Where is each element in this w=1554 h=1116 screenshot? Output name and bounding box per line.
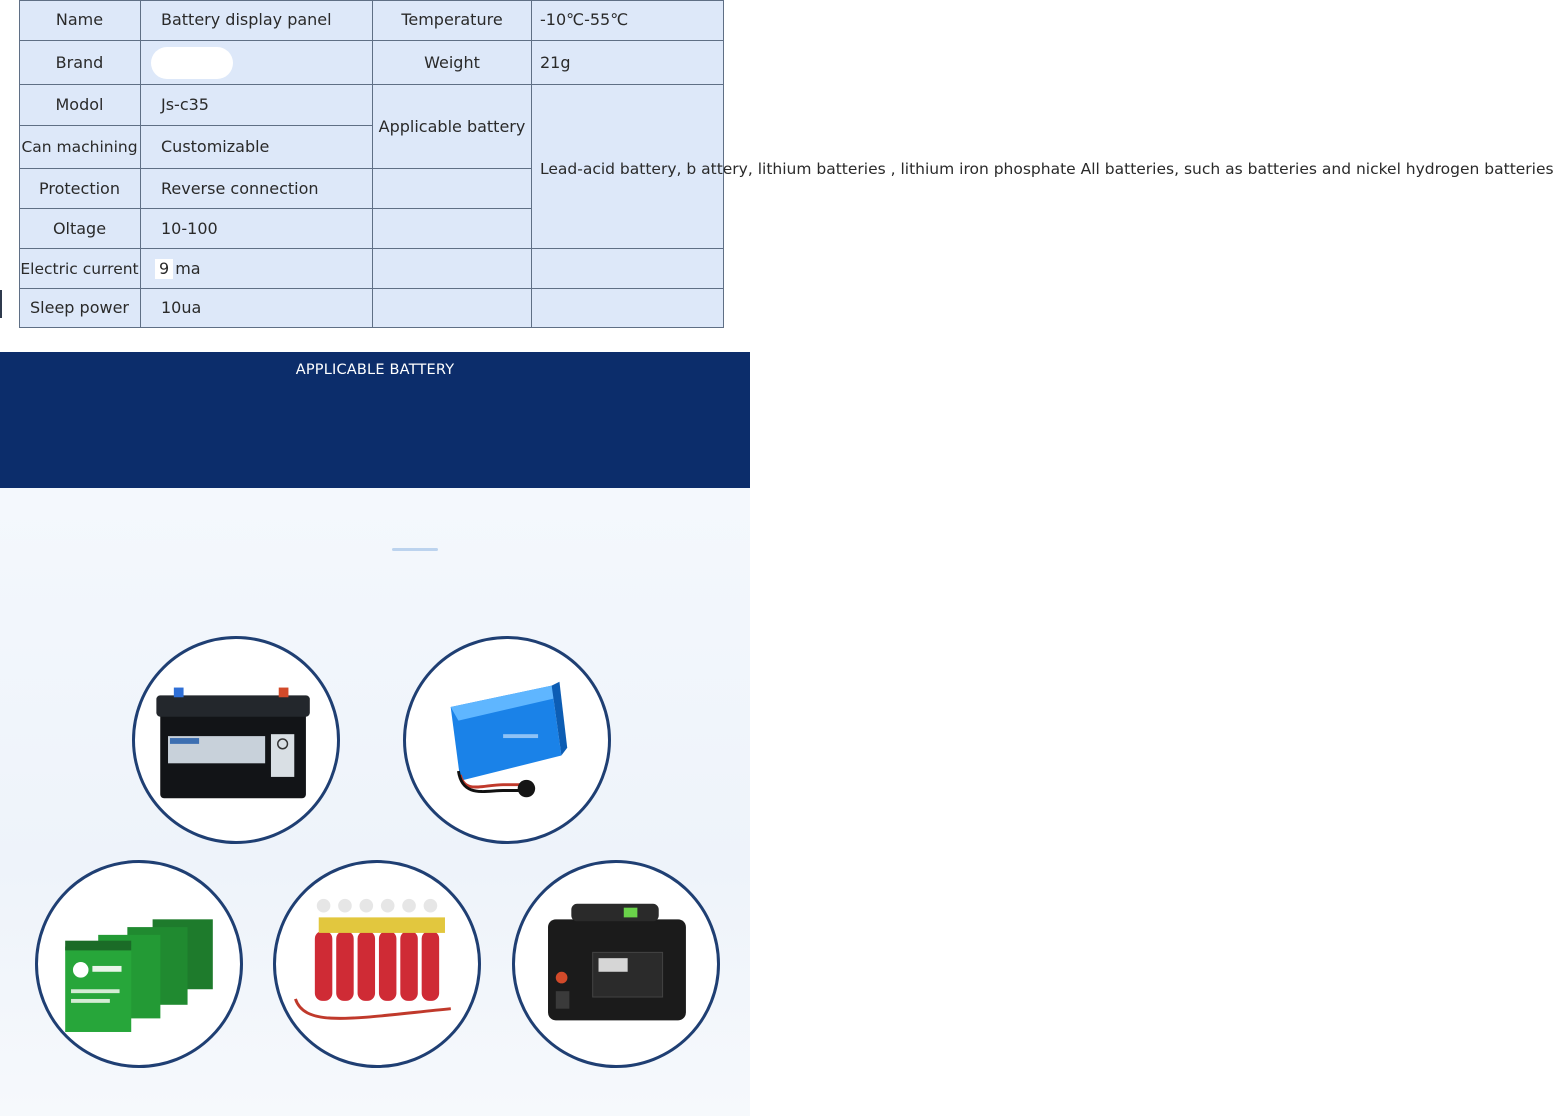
value-weight: 21g (532, 41, 724, 85)
battery-image-cell-pack (273, 860, 481, 1068)
value-protection: Reverse connection (141, 169, 373, 209)
brand-redacted-area (151, 47, 233, 79)
label-temperature: Temperature (373, 0, 532, 41)
value-sleep-power: 10ua (141, 289, 373, 328)
label-name: Name (19, 0, 141, 41)
value-can-machining: Customizable (141, 126, 373, 169)
label-weight: Weight (373, 41, 532, 85)
empty-cell (373, 249, 532, 289)
green-gel-battery-set-icon (38, 863, 240, 1065)
empty-cell (532, 249, 724, 289)
battery-image-lithium-pack (403, 636, 611, 844)
battery-image-lead-acid (132, 636, 340, 844)
battery-image-green-gel (35, 860, 243, 1068)
lead-acid-car-battery-icon (135, 639, 337, 841)
label-model: Modol (19, 85, 141, 126)
label-can-machining: Can machining (19, 126, 141, 169)
red-cell-18650-pack-icon (276, 863, 478, 1065)
label-applicable-battery: Applicable battery (373, 85, 532, 169)
empty-cell (532, 289, 724, 328)
value-brand (141, 41, 373, 85)
edge-mark (0, 290, 2, 318)
current-digit: 9 (155, 259, 173, 279)
value-applicable-battery: Lead-acid battery, b attery, lithium batteries , lithium iron phosphate All batteries, such as batteries and nickel hydrogen batteries (532, 85, 724, 249)
current-unit: ma (175, 258, 201, 278)
label-brand: Brand (19, 41, 141, 85)
label-protection: Protection (19, 169, 141, 209)
blue-lithium-pack-icon (406, 639, 608, 841)
label-electric-current: Electric current (19, 249, 141, 289)
empty-cell (373, 289, 532, 328)
spec-table (19, 0, 1554, 328)
applicable-battery-banner (0, 352, 750, 488)
empty-cell (373, 169, 532, 209)
decorative-dash (392, 548, 438, 551)
value-voltage: 10-100 (141, 209, 373, 249)
label-sleep-power: Sleep power (19, 289, 141, 328)
value-electric-current (141, 249, 373, 289)
label-voltage: Oltage (19, 209, 141, 249)
portable-lithium-power-case-icon (515, 863, 717, 1065)
empty-cell (373, 209, 532, 249)
battery-showcase (0, 488, 750, 1116)
value-temperature: -10℃-55℃ (532, 0, 724, 41)
battery-image-power-case (512, 860, 720, 1068)
value-model: Js-c35 (141, 85, 373, 126)
banner-title: APPLICABLE BATTERY (295, 362, 455, 378)
value-name: Battery display panel (141, 0, 373, 41)
